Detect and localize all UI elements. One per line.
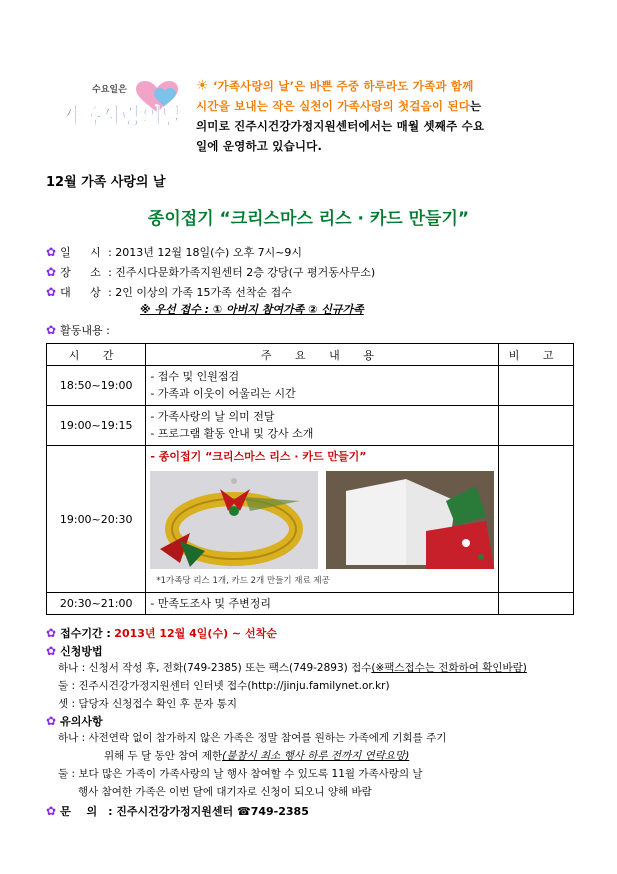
caution-line-3: 둘 : 보다 많은 가족이 가족사랑의 날 행사 참여할 수 있도록 11월 가족사랑의 날 xyxy=(58,768,423,780)
schedule-table xyxy=(46,343,574,615)
table-row: 20:30~21:00 - 만족도조사 및 주변정리 xyxy=(47,593,574,615)
table-row: 19:00~20:30 - 종이접기 “크리스마스 리스 · 카드 만들기” *1가족당 리스 1개, 카드 2개 만들기 재료 제공 xyxy=(47,446,574,593)
priority-note: ※ 우선 접수 : ① 아버지 참여가족 ② 신규가족 xyxy=(140,303,364,316)
craft-caption: *1가족당 리스 1개, 카드 2개 만들기 재료 제공 xyxy=(156,576,330,586)
logo-main-text: 가족사랑의날 xyxy=(60,105,182,130)
craft-title: - 종이접기 “크리스마스 리스 · 카드 만들기” xyxy=(150,450,367,463)
apply-label: ✿ 신청방법 xyxy=(46,644,103,658)
intro-text xyxy=(196,76,568,156)
info-target: ✿ 대 상: 2인 이상의 가족 15가족 선착순 접수 xyxy=(46,285,292,299)
intro-line-2-end: 는 xyxy=(470,99,482,113)
flower-icon: ✿ xyxy=(46,285,57,299)
sun-icon: ☀ xyxy=(196,78,209,94)
intro-line-3: 의미로 진주시건강가정지원센터에서는 매월 셋째주 수요 xyxy=(196,119,485,133)
table-row: 18:50~19:00 - 접수 및 인원점검 - 가족과 이웃이 어울리는 시간 xyxy=(47,366,574,406)
card-photo xyxy=(326,471,494,569)
info-place: ✿ 장 소: 진주시다문화가족지원센터 2층 강당(구 평거동사무소) xyxy=(46,265,376,279)
caution-line-2: 위해 두 달 동안 참여 제한(불참시 최소 행사 하루 전까지 연락요망) xyxy=(104,750,410,762)
table-header-row xyxy=(47,344,574,366)
intro-line-4: 일에 운영하고 있습니다. xyxy=(196,139,323,153)
flower-icon: ✿ xyxy=(46,626,57,640)
logo-small-text: 수요일은 xyxy=(92,85,127,95)
flower-icon: ✿ xyxy=(46,644,57,658)
intro-line-2: 시간을 보내는 작은 실천이 가족사랑의 첫걸음이 된다 xyxy=(196,99,471,113)
caution-line-1: 하나 : 사전연락 없이 참가하지 않은 가족은 정말 참여를 원하는 가족에게 기회를 주기 xyxy=(58,732,447,744)
flower-icon: ✿ xyxy=(46,323,57,337)
section-title: 12월 가족 사랑의 날 xyxy=(46,175,166,190)
apply-line-3: 셋 : 담당자 신청접수 확인 후 문자 통지 xyxy=(58,698,238,710)
header-content: 주 요 내 용 xyxy=(146,344,499,366)
header-note: 비 고 xyxy=(499,344,574,366)
registration-period: ✿ 접수기간 : 2013년 12월 4일(수) ~ 선착순 xyxy=(46,626,277,640)
header-time: 시 간 xyxy=(47,344,146,366)
flower-icon: ✿ xyxy=(46,245,57,259)
flower-icon: ✿ xyxy=(46,714,57,728)
apply-line-1: 하나 : 신청서 작성 후, 전화(749-2385) 또는 팩스(749-2893) 접수(※팩스접수는 전화하여 확인바람) xyxy=(58,662,527,674)
caution-line-4: 행사 참여한 가족은 이번 달에 대기자로 신청이 되오니 양해 바람 xyxy=(78,786,372,798)
craft-photos xyxy=(150,471,494,569)
wreath-photo xyxy=(150,471,318,569)
page-title: 종이접기 “크리스마스 리스 · 카드 만들기” xyxy=(147,209,470,229)
intro-line-1: ‘가족사랑의 날’은 바쁜 주중 하루라도 가족과 함께 xyxy=(212,79,474,93)
flower-icon: ✿ xyxy=(46,265,57,279)
info-date: ✿ 일 시: 2013년 12월 18일(수) 오후 7시~9시 xyxy=(46,245,303,259)
activities-label: ✿ 활동내용 : xyxy=(46,323,110,337)
flower-icon: ✿ xyxy=(46,804,57,818)
table-row: 19:00~19:15 - 가족사랑의 날 의미 전달 - 프로그램 활동 안내 및 강사 소개 xyxy=(47,406,574,446)
logo xyxy=(60,78,190,140)
apply-line-2: 둘 : 진주시건강가정지원센터 인터넷 접수(http://jinju.familynet.or.kr) xyxy=(58,680,390,692)
contact-info: ✿ 문 의 : 진주시건강가정지원센터 ☎749-2385 xyxy=(46,804,309,818)
caution-label: ✿ 유의사항 xyxy=(46,714,103,728)
